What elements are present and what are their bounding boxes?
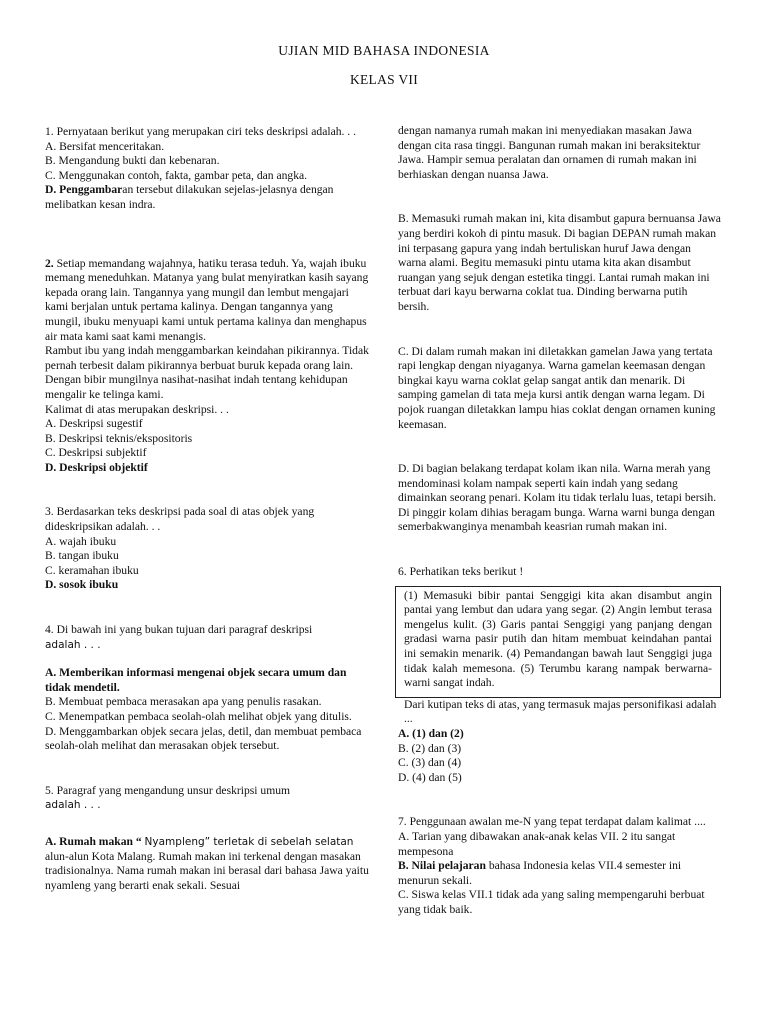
question-6-option-d: D. (4) dan (5) <box>398 770 462 784</box>
question-5 <box>45 784 370 894</box>
question-4-answer: A. Memberikan informasi mengenai objek secara umum dan tidak mendetil. <box>45 666 347 694</box>
question-7-option-a: A. Tarian yang dibawakan anak-anak kelas VII. 2 itu sangat mempesona <box>398 829 676 858</box>
question-6 <box>398 565 721 785</box>
question-4 <box>45 623 370 754</box>
document-title: UJIAN MID BAHASA INDONESIA <box>278 43 490 58</box>
question-1-option-a: A. Bersifat menceritakan. <box>45 139 165 153</box>
question-2-passage-1 <box>45 257 370 345</box>
question-6-option-b: B. (2) dan (3) <box>398 741 462 755</box>
question-5-option-b: B. Memasuki rumah makan ini, kita disambut gapura bernuansa Jawa yang berdiri kokoh di pintu masuk. Di bagian DEPAN rumah makan ini terpasang gapura yang indah bertuliskan huruf Jawa dengan warna alami. Begitu memasuki pintu utama kita akan disambut ruangan yang sejuk dengan estetika tinggi. Lantai rumah makan ini terbuat dari kayu berwarna coklat tua. Dinding berwarna putih bersih. <box>398 212 721 313</box>
question-2-answer: D. Deskripsi objektif <box>45 460 148 474</box>
question-5-option-a <box>45 835 370 893</box>
question-2-passage-1-text: Setiap memandang wajahnya, hatiku terasa teduh. Ya, wajah ibuku memang meneduhkan. Matanya yang bulat menyiratkan kasih sayang kepada orang lain. Tangannya yang mungil dan lembut mengajari kami berjalan untuk pertama kalinya. Dengan tangannya yang mungil, ibuku menyuapi kami untuk pertama kalinya dan menghapus air mata kami saat kami menangis. <box>45 256 369 343</box>
question-5-option-a-rest: alun-alun Kota Malang. Rumah makan ini terkenal dengan masakan tradisionalnya. Nama rumah makan ini berasal dari bahasa Jawa yaitu nyamleng yang berarti enak sekali. Sesuai <box>45 849 369 892</box>
question-5-option-c: C. Di dalam rumah makan ini diletakkan gamelan Jawa yang tertata rapi lengkap dengan niyaganya. Warna gamelan keemasan dengan bingkai kayu warna coklat gelap sangat antik dan menarik. Di samping gamelan di tata meja kursi antik dengan warna legam. Di pojok ruangan diletakkan lampu hias coklat dengan ornamen kuning keemasan. <box>398 344 716 431</box>
question-3-answer: D. sosok ibuku <box>45 578 119 592</box>
question-6-prompt: Dari kutipan teks di atas, yang termasuk majas personifikasi adalah ... <box>404 697 717 726</box>
right-column <box>398 124 721 918</box>
question-7-option-c: C. Siswa kelas VII.1 tidak ada yang saling mempengaruhi berbuat yang tidak baik. <box>398 888 705 916</box>
question-7-option-b <box>398 859 721 888</box>
question-6-text-box <box>395 586 721 698</box>
question-3 <box>45 505 370 593</box>
question-6-box-text: (1) Memasuki bibir pantai Senggigi kita akan disambut angin pantai yang lembut dan udara yang segar. (2) Angin lembut terasa mengelus kulit. (3) Garis pantai Senggigi yang panjang dengan gradasi warna pasir putih dan hitam membuat keindahan pantai ini semakin menarik. (4) Pemandangan bawah laut Senggigi juga tidak kalah memesona. (5) Terumbu karang nampak berwarna-warni sangat indah. <box>404 588 712 690</box>
question-7-option-b-bold: B. Nilai pelajaran <box>398 859 486 873</box>
question-2-option-b: B. Deskripsi teknis/ekspositoris <box>45 431 193 445</box>
document-subtitle: KELAS VII <box>349 72 419 87</box>
question-3-text: 3. Berdasarkan teks deskripsi pada soal di atas objek yang dideskripsikan adalah. . . <box>45 505 315 534</box>
question-2-option-a: A. Deskripsi sugestif <box>45 417 143 431</box>
question-7-option-b-rest: bahasa Indonesia kelas VII.4 semester ini menurun sekali. <box>398 859 682 887</box>
question-2 <box>45 257 370 476</box>
question-7-text: 7. Penggunaan awalan me-N yang tepat terdapat dalam kalimat .... <box>398 815 706 829</box>
question-5-option-a-bold: A. Rumah makan “ <box>45 834 145 848</box>
question-5-option-d: D. Di bagian belakang terdapat kolam ikan nila. Warna merah yang mendominasi kolam nampak seperti kain indah yang sedang dimainkan seorang penari. Kolam itu tidak terlalu luas, tetapi bersih. Di pinggir kolam dihias beragam bunga. Warna warni bunga dengan semerbakwanginya menambah keasrian rumah makan ini. <box>398 462 717 534</box>
question-4-text: 4. Di bawah ini yang bukan tujuan dari paragraf deskripsi <box>45 623 313 637</box>
question-5-option-a-sans: Nyampleng” terletak di sebelah selatan <box>144 835 354 848</box>
question-1 <box>45 125 370 213</box>
question-1-option-d-rest: an tersebut dilakukan sejelas-jelasnya dengan melibatkan kesan indra. <box>45 183 334 211</box>
question-1-option-d-bold: D. Penggambar <box>45 183 123 197</box>
question-1-option-c: C. Menggunakan contoh, fakta, gambar peta, dan angka. <box>45 168 308 182</box>
question-5-text: 5. Paragraf yang mengandung unsur deskripsi umum <box>45 783 291 797</box>
question-1-option-b: B. Mengandung bukti dan kebenaran. <box>45 154 220 168</box>
left-column <box>45 125 370 893</box>
question-5-text-end: adalah . . . <box>45 799 101 812</box>
question-4-option-c: C. Menempatkan pembaca seolah-olah melihat objek yang ditulis. <box>45 710 352 723</box>
question-6-answer: A. (1) dan (2) <box>398 727 464 740</box>
question-6-text: 6. Perhatikan teks berikut ! <box>398 565 524 579</box>
question-3-option-a: A. wajah ibuku <box>45 534 117 548</box>
question-6-option-c: C. (3) dan (4) <box>398 756 462 770</box>
question-3-option-c: C. keramahan ibuku <box>45 563 139 577</box>
question-4-option-b: B. Membuat pembaca merasakan apa yang penulis rasakan. <box>45 695 322 709</box>
question-1-option-d <box>45 183 370 212</box>
question-2-prompt: Kalimat di atas merupakan deskripsi. . . <box>45 402 229 416</box>
question-4-option-d: D. Menggambarkan objek secara jelas, detil, dan membuat pembaca seolah-olah melihat dan merasakan objek tersebut. <box>45 724 362 753</box>
question-2-option-c: C. Deskripsi subjektif <box>45 446 147 460</box>
question-7 <box>398 815 721 917</box>
question-1-text: 1. Pernyataan berikut yang merupakan ciri teks deskripsi adalah. . . <box>45 125 356 138</box>
question-4-text-end: adalah . . . <box>45 638 101 651</box>
question-3-option-b: B. tangan ibuku <box>45 549 119 563</box>
question-2-passage-2: Rambut ibu yang indah menggambarkan keindahan pikirannya. Tidak pernah terbesit dalam pikirannya berbuat buruk kepada orang lain. Dengan bibir mungilnya nasihat-nasihat indah tentang kehidupan mengalir ke telinga kami. <box>45 344 369 401</box>
question-2-number: 2. <box>45 256 54 270</box>
question-5-option-a-continued: dengan namanya rumah makan ini menyediakan masakan Jawa dengan cita rasa tinggi. Bangunan rumah makan ini beraksitektur Jawa. Hampir semua peralatan dan ornamen di rumah makan ini berhiaskan dengan nuansa Jawa. <box>398 124 701 181</box>
